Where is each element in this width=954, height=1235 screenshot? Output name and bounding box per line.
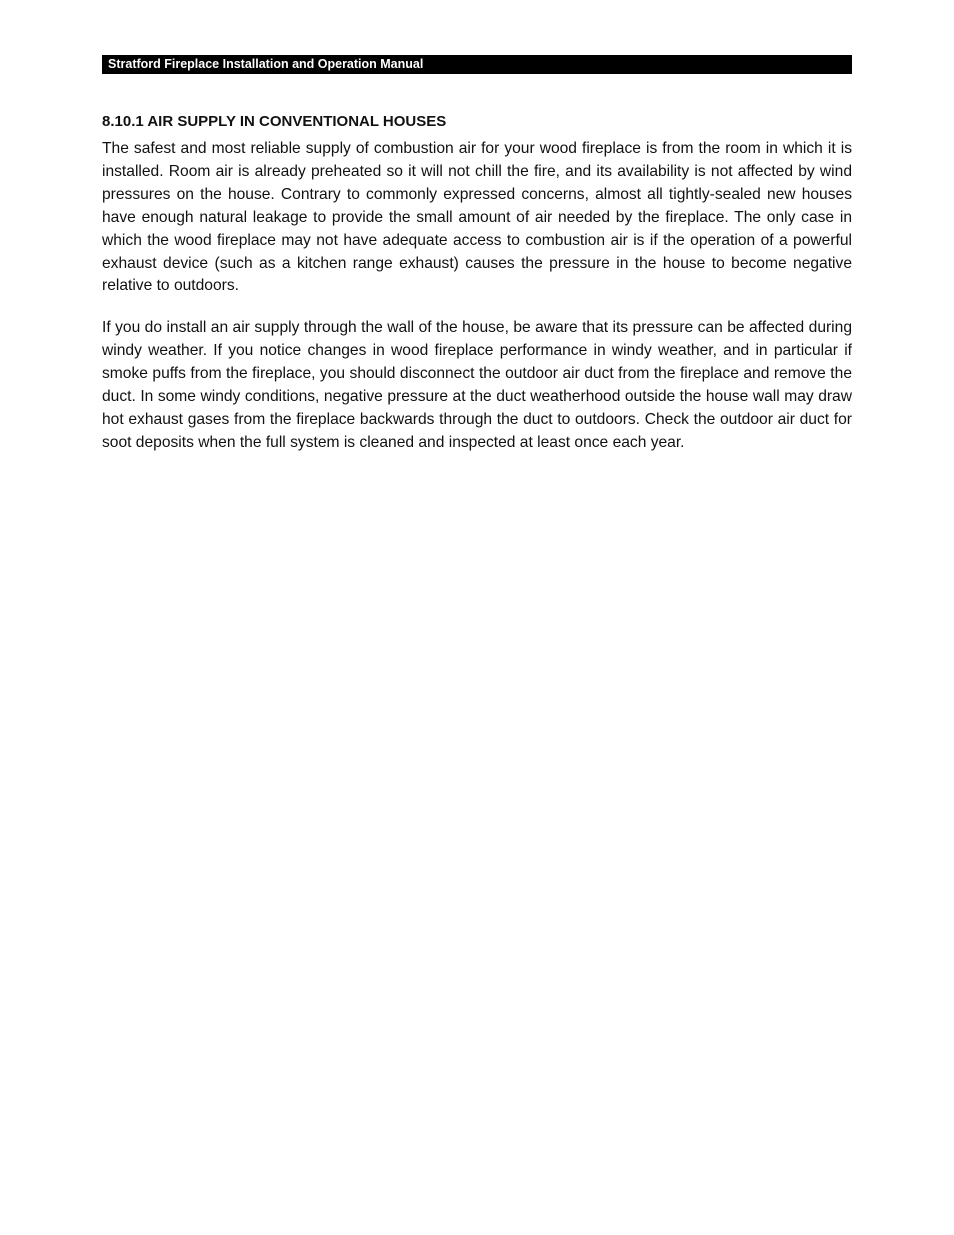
paragraph-outdoor-air-supply: If you do install an air supply through the wall of the house, be aware that its pressure can be affected during windy weather. If you notice changes in wood fireplace performance in windy weather, and in particular if smoke puffs from the fireplace, you should disconnect the outdoor air duct from the fireplace and remove the duct. In some windy conditions, negative pressure at the duct weatherhood outside the house wall may draw hot exhaust gases from the fireplace backwards through the duct to outdoors. Check the outdoor air duct for soot deposits when the full system is cleaned and inspected at least once each year.: [102, 319, 852, 451]
section-heading: 8.10.1 AIR SUPPLY IN CONVENTIONAL HOUSES: [102, 113, 447, 130]
document-body: [102, 111, 852, 474]
document-header-title: Stratford Fireplace Installation and Operation Manual: [108, 57, 424, 71]
document-header-bar: [102, 55, 852, 74]
paragraph-combustion-air: The safest and most reliable supply of combustion air for your wood fireplace is from the room in which it is installed. Room air is already preheated so it will not chill the fire, and its availability is not affected by wind pressures on the house. Contrary to commonly expressed concerns, almost all tightly-sealed new houses have enough natural leakage to provide the small amount of air needed by the fireplace. The only case in which the wood fireplace may not have adequate access to combustion air is if the operation of a powerful exhaust device (such as a kitchen range exhaust) causes the pressure in the house to become negative relative to outdoors.: [102, 140, 852, 295]
